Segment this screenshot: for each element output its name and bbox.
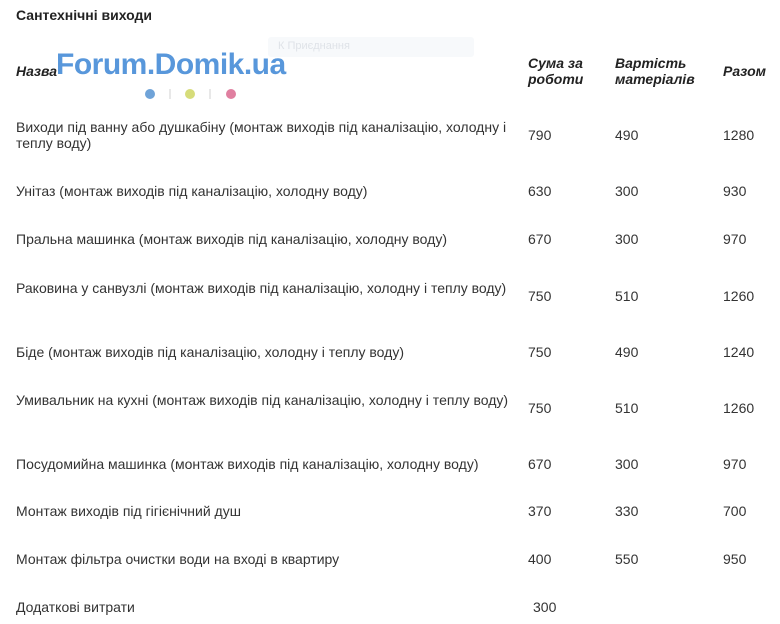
forum-watermark: Forum.Domik.ua [56, 48, 286, 81]
table-row-2-total: 930 [723, 183, 747, 199]
header-work: Сума за роботи [528, 55, 584, 87]
table-row-3-materials: 300 [615, 231, 639, 247]
table-row-6-total: 1260 [723, 400, 755, 416]
table-row-8-materials: 330 [615, 503, 639, 519]
table-row-7-work: 670 [528, 456, 552, 472]
table-row-3-work: 670 [528, 231, 552, 247]
table-row-5-name: Біде (монтаж виходів під каналізацію, холодну і теплу воду) [16, 344, 404, 360]
table-row-8-work: 370 [528, 503, 552, 519]
ghost-overlay-text: К Приєднання [278, 40, 350, 52]
header-name: Назва [16, 63, 58, 79]
table-row-8-name: Монтаж виходів під гігієнічний душ [16, 503, 241, 519]
table-row-extra-work: 300 [533, 599, 557, 615]
watermark-dot-blue [145, 89, 155, 99]
table-row-9-name: Монтаж фільтра очистки води на вході в квартиру [16, 551, 340, 567]
table-row-9-total: 950 [723, 551, 747, 567]
table-row-extra-name: Додаткові витрати [16, 599, 135, 615]
table-row-6-name: Умивальник на кухні (монтаж виходів під каналізацію, холодну і теплу воду) [16, 392, 509, 408]
table-row-2-name: Унітаз (монтаж виходів під каналізацію, холодну воду) [16, 183, 368, 199]
table-row-3-name: Пральна машинка (монтаж виходів під каналізацію, холодну воду) [16, 231, 447, 247]
table-row-6-work: 750 [528, 400, 552, 416]
table-row-9-work: 400 [528, 551, 552, 567]
watermark-dot-pink [226, 89, 236, 99]
table-row-5-materials: 490 [615, 344, 639, 360]
table-row-5-total: 1240 [723, 344, 755, 360]
table-row-7-total: 970 [723, 456, 747, 472]
watermark-dot-yellow [185, 89, 195, 99]
table-row-1-materials: 490 [615, 127, 639, 143]
table-row-6-materials: 510 [615, 400, 639, 416]
table-row-1-name: Виходи під ванну або душкабіну (монтаж виходів під каналізацію, холодну і теплу воду) [16, 119, 507, 151]
table-row-5-work: 750 [528, 344, 552, 360]
table-row-2-work: 630 [528, 183, 552, 199]
table-row-7-materials: 300 [615, 456, 639, 472]
table-row-2-materials: 300 [615, 183, 639, 199]
table-row-4-work: 750 [528, 288, 552, 304]
table-row-4-materials: 510 [615, 288, 639, 304]
table-row-7-name: Посудомийна машинка (монтаж виходів під каналізацію, холодну воду) [16, 456, 479, 472]
table-row-3-total: 970 [723, 231, 747, 247]
watermark-dots [143, 88, 243, 100]
table-row-4-name: Раковина у санвузлі (монтаж виходів під каналізацію, холодну і теплу воду) [16, 280, 507, 296]
table-row-8-total: 700 [723, 503, 747, 519]
table-row-4-total: 1260 [723, 288, 755, 304]
header-total: Разом [723, 63, 766, 79]
table-row-1-total: 1280 [723, 127, 755, 143]
header-materials: Вартість матеріалів [615, 55, 695, 87]
table-row-1-work: 790 [528, 127, 552, 143]
page-title: Сантехнічні виходи [16, 7, 152, 23]
table-row-9-materials: 550 [615, 551, 639, 567]
